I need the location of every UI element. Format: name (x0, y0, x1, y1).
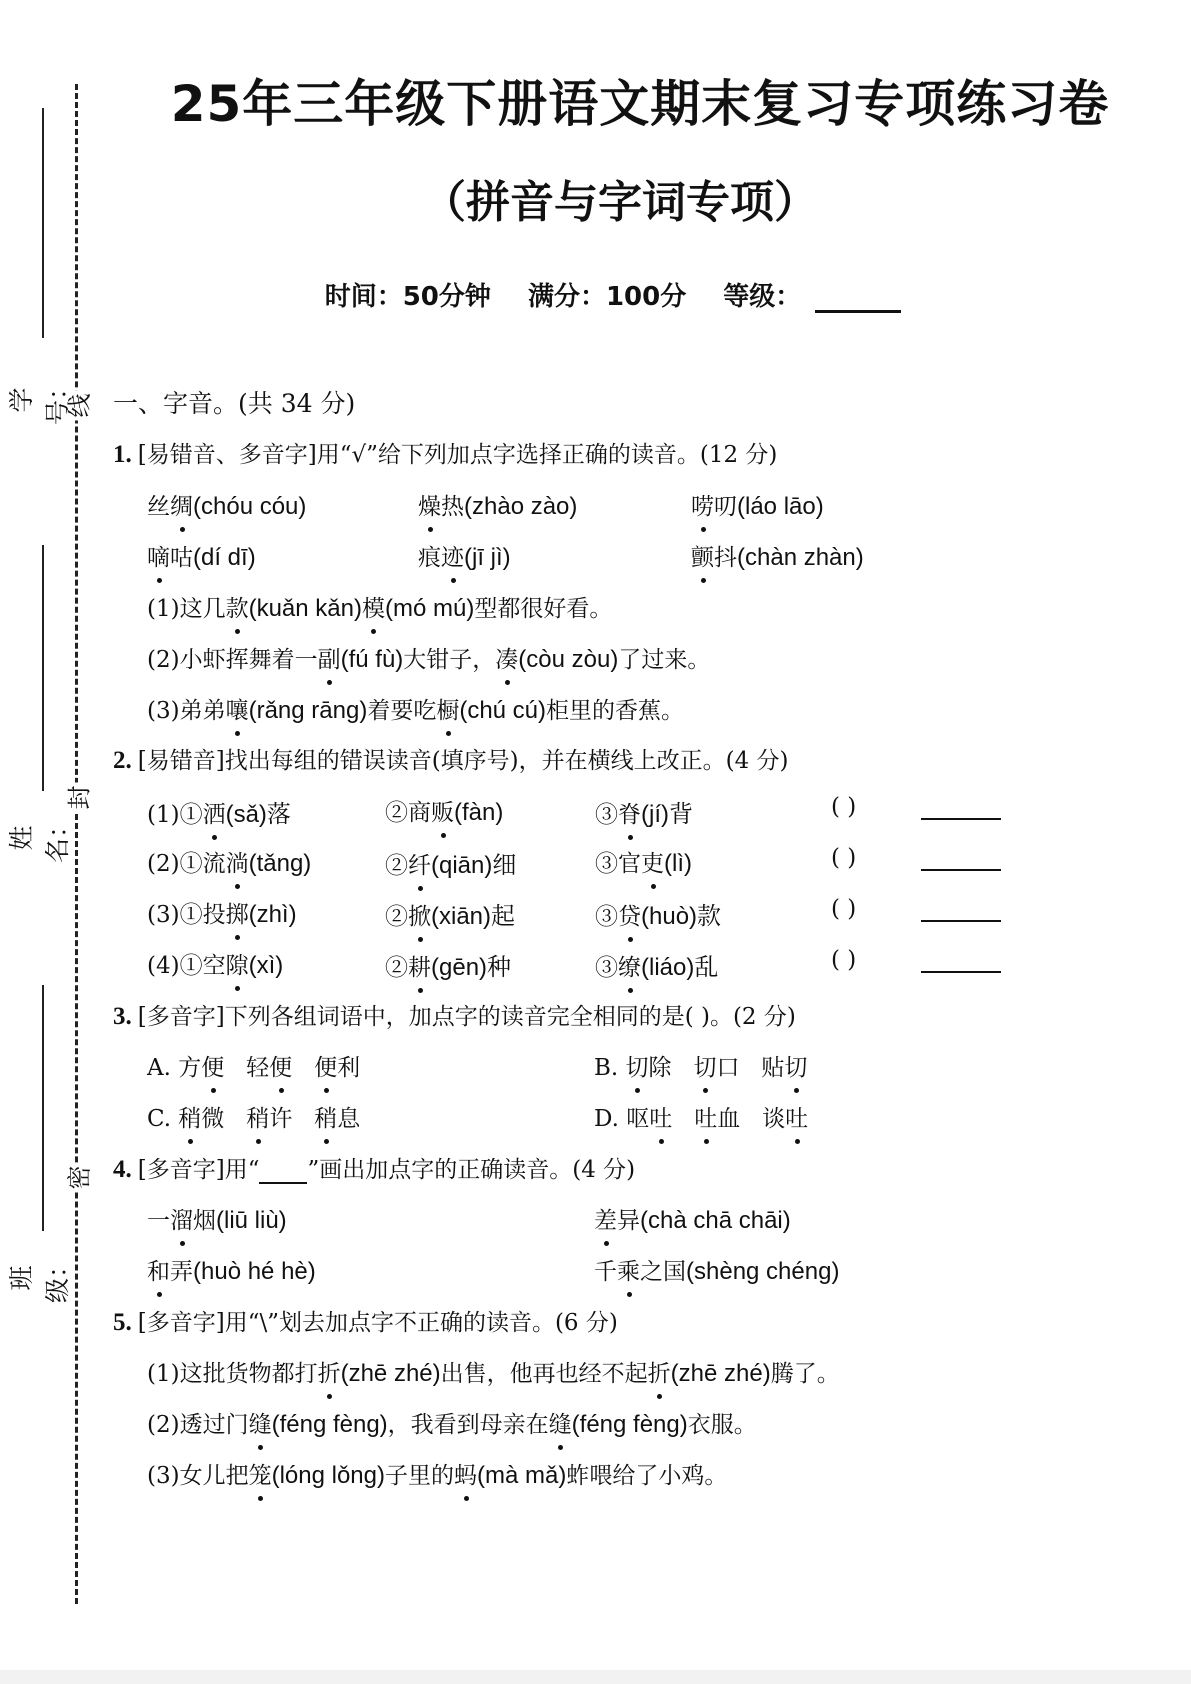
question-number: 4. (113, 1156, 132, 1183)
q2-row-1-answer[interactable]: ( ) (831, 794, 1001, 820)
grade-group (723, 282, 915, 312)
name-field[interactable] (42, 545, 44, 791)
page-title: 25年三年级下册语文期末复习专项练习卷 (170, 75, 1110, 133)
question-5-prompt (113, 1304, 618, 1337)
q1-word-3: 唠叨(láo lāo) (691, 493, 824, 520)
underline-sample (259, 1160, 307, 1184)
page-bottom-edge (0, 1670, 1191, 1684)
question-text: [多音字]用“\”划去加点字不正确的读音。(6 分) (137, 1310, 618, 1336)
q2-row-2: (2)①流淌(tǎng) (147, 850, 312, 877)
section-title: 一、字音。(共 34 分) (113, 389, 356, 418)
question-number: 2. (113, 747, 132, 774)
q4-item-4: 千乘之国(shèng chéng) (594, 1258, 840, 1285)
q5-sentence-1: (1)这批货物都打折(zhē zhé)出售，他再也经不起折(zhē zhé)腾了。 (147, 1360, 840, 1387)
q5-sentence-2: (2)透过门缝(féng fèng)，我看到母亲在缝(féng fèng)衣服。 (147, 1411, 757, 1438)
question-1-prompt (113, 436, 777, 469)
question-3-prompt (113, 998, 796, 1031)
score-label: 满分：100分 (527, 282, 687, 312)
q1-word-5: 痕迹(jī jì) (418, 544, 511, 571)
q4-item-3: 和弄(huò hé hè) (147, 1258, 316, 1285)
q1-sentence-1: (1)这几款(kuǎn kǎn)模(mó mú)型都很好看。 (147, 595, 613, 622)
q2-row-2-item-2: ②纤(qiān)细 (385, 852, 517, 879)
q2-row-2-answer[interactable]: ( ) (831, 845, 1001, 871)
question-text: [易错音]找出每组的错误读音(填序号)，并在横线上改正。(4 分) (137, 748, 789, 774)
time-label: 时间：50分钟 (324, 282, 491, 312)
binding-mark-secret: 密 (60, 1163, 95, 1193)
question-text: [易错音、多音字]用“√”给下列加点字选择正确的读音。(12 分) (137, 442, 778, 468)
q1-sentence-2: (2)小虾挥舞着一副(fú fù)大钳子，凑(còu zòu)了过来。 (147, 646, 711, 673)
q4-item-2: 差异(chà chā chāi) (594, 1207, 791, 1234)
question-2-prompt (113, 742, 789, 775)
q2-row-1: (1)①洒(sǎ)落 (147, 801, 291, 828)
name-label: 姓名： (7, 813, 72, 864)
question-number: 1. (113, 441, 132, 468)
class-field[interactable] (42, 985, 44, 1231)
q2-row-3-item-3: ③贷(huò)款 (595, 903, 722, 930)
q2-row-4-answer[interactable]: ( ) (831, 947, 1001, 973)
q2-row-4: (4)①空隙(xì) (147, 952, 284, 979)
question-text: [多音字]下列各组词语中，加点字的读音完全相同的是( )。(2 分) (137, 1004, 796, 1030)
grade-label: 等级： (723, 282, 802, 312)
binding-mark-line: 线 (60, 391, 95, 421)
q1-sentence-3: (3)弟弟嚷(rǎng rāng)着要吃橱(chú cú)柜里的香蕉。 (147, 697, 685, 724)
class-label: 班级： (7, 1253, 72, 1304)
q5-sentence-3: (3)女儿把笼(lóng lǒng)子里的蚂(mà mǎ)蚱喂给了小鸡。 (147, 1462, 728, 1489)
binding-mark-seal: 封 (60, 783, 95, 813)
q2-row-1-item-3: ③脊(jí)背 (595, 801, 693, 828)
grade-field[interactable] (815, 286, 901, 313)
q2-row-1-item-2: ②商贩(fàn) (385, 799, 504, 826)
question-number: 5. (113, 1309, 132, 1336)
q3-option-d[interactable]: D. 呕吐 吐血 谈吐 (594, 1106, 809, 1132)
q2-row-4-item-2: ②耕(gēn)种 (385, 954, 512, 981)
q2-row-3-answer[interactable]: ( ) (831, 896, 1001, 922)
student-id-label: 学号： (7, 375, 72, 426)
q1-word-4: 嘀咕(dí dī) (147, 544, 256, 571)
q4-item-1: 一溜烟(liū liù) (147, 1207, 287, 1234)
exam-meta (100, 276, 1140, 313)
q2-row-4-item-3: ③缭(liáo)乱 (595, 954, 719, 981)
q2-row-3-item-2: ②掀(xiān)起 (385, 903, 516, 930)
question-number: 3. (113, 1003, 132, 1030)
page-subtitle: （拼音与字词专项） (422, 177, 818, 228)
q1-word-6: 颤抖(chàn zhàn) (691, 544, 864, 571)
student-id-field[interactable] (42, 108, 44, 338)
q3-option-b[interactable]: B. 切除 切口 贴切 (594, 1055, 808, 1081)
binding-dashed-line (75, 84, 78, 1604)
q3-option-c[interactable]: C. 稍微 稍许 稍息 (147, 1106, 361, 1132)
q2-row-3: (3)①投掷(zhì) (147, 901, 297, 928)
q1-word-2: 燥热(zhào zào) (418, 493, 578, 520)
q3-option-a[interactable]: A. 方便 轻便 便利 (147, 1055, 361, 1081)
q2-row-2-item-3: ③官吏(lì) (595, 850, 692, 877)
question-4-prompt: 4. [多音字]用“ ”画出加点字的正确读音。(4 分) (113, 1156, 636, 1183)
q1-word-1: 丝绸(chóu cóu) (147, 493, 307, 520)
